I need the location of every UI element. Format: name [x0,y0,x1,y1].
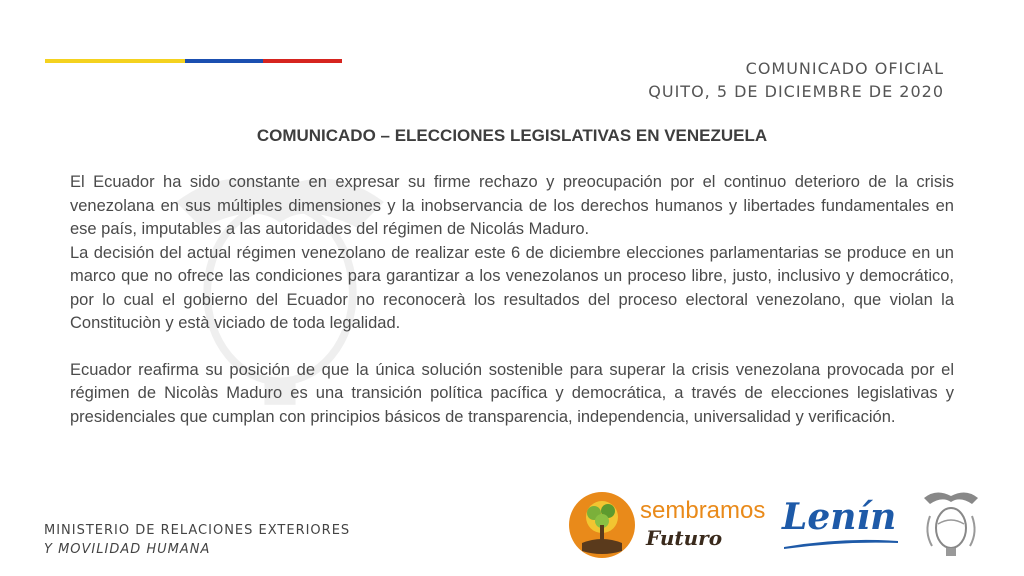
lenin-logo: Lenín [782,496,897,538]
flag-color-bar [45,59,342,63]
body-paragraph: Ecuador reafirma su posición de que la única solución sostenible para superar la crisis venezolana provocada por el régimen de Nicolàs Maduro es una transición política pacífica y democrática, a través de elecciones legislativas y presidenciales que cumplan con principios básicos de transparencia, independencia, universalidad y verificación. [70,360,954,426]
document-body [70,171,954,429]
body-paragraph: La decisión del actual régimen venezolano de realizar este 6 de diciembre elecciones parlamentarias se produce en un marco que no ofrece las condiciones para garantizar a los venezolanos un proceso libre, justo, inclusivo y democrático, por lo cual el gobierno del Ecuador no reconocerà los resultados del proceso electoral venezolano, que violan la Constituciòn y està viciado de toda legalidad. [70,243,954,332]
sembramos-tree-icon [568,491,636,559]
header-label: COMUNICADO OFICIAL [745,59,944,78]
futuro-word: Futuro [646,526,723,550]
sembramos-futuro-logo [568,489,766,564]
body-paragraph: El Ecuador ha sido constante en expresar su firme rechazo y preocupación por el continuo deterioro de la crisis venezolana en sus múltiples dimensiones y la inobservancia de los derechos humanos y libertades fundamentales en ese país, imputables a las autoridades del régimen de Nicolás Maduro. [70,173,954,238]
ministry-line2: Y MOVILIDAD HUMANA [44,542,211,557]
document-title: COMUNICADO – ELECCIONES LEGISLATIVAS EN VENEZUELA [256,126,768,145]
coat-of-arms-icon [920,488,982,560]
flag-red-segment [263,59,342,63]
sembramos-word: sembramos [640,497,766,524]
ministry-signature [44,521,350,559]
lenin-swoosh-icon [782,537,900,551]
header-block [648,58,944,104]
header-date: QUITO, 5 DE DICIEMBRE DE 2020 [648,82,944,101]
ministry-line1: MINISTERIO DE RELACIONES EXTERIORES [44,523,351,538]
flag-yellow-segment [45,59,185,63]
flag-blue-segment [185,59,263,63]
